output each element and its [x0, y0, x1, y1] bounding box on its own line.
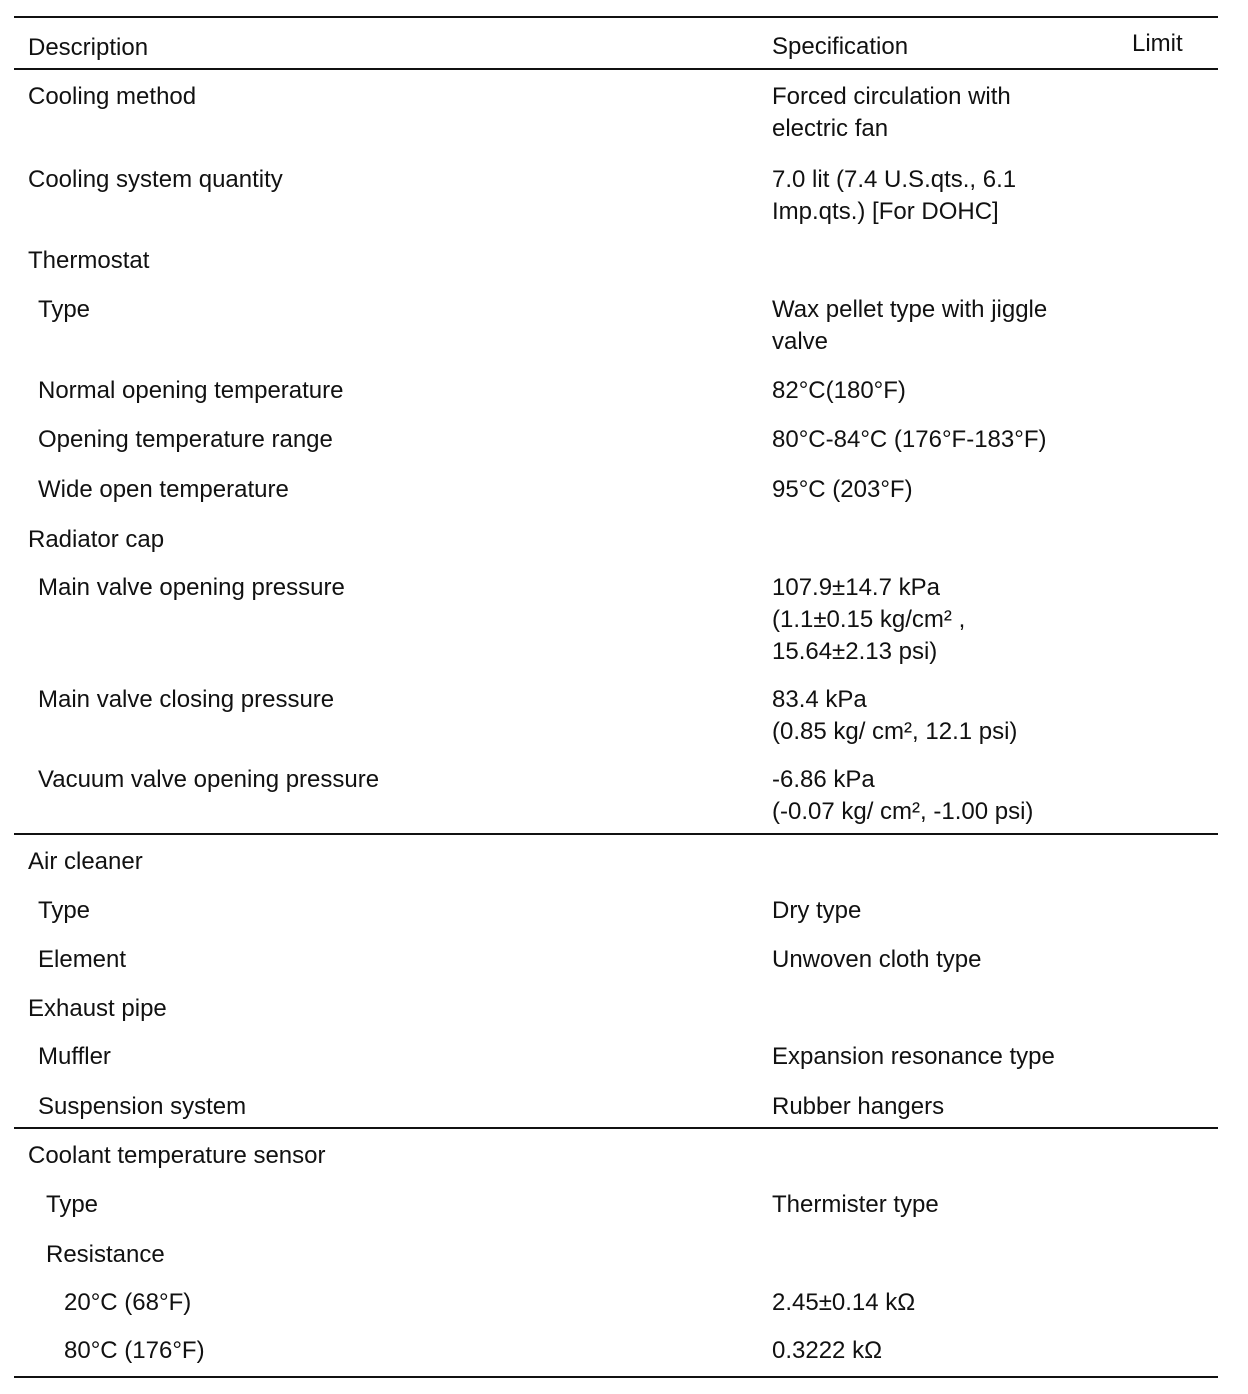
header-description: Description [28, 34, 149, 61]
row-description: Type [38, 897, 91, 924]
row-description: Resistance [46, 1241, 165, 1268]
row-description: 20°C (68°F) [64, 1289, 192, 1316]
row-description: Exhaust pipe [28, 995, 167, 1022]
row-description: Radiator cap [28, 526, 165, 553]
row-description: Vacuum valve opening pressure [38, 766, 380, 793]
row-description: Cooling system quantity [28, 166, 283, 193]
row-specification: Unwoven cloth type [772, 946, 982, 973]
row-specification: Expansion resonance type [772, 1043, 1055, 1070]
row-description: Type [46, 1191, 99, 1218]
row-specification: 95°C (203°F) [772, 476, 913, 503]
cooling-section [14, 70, 1218, 833]
row-description: Air cleaner [28, 848, 143, 875]
row-description: Wide open temperature [38, 476, 289, 503]
row-description: Normal opening temperature [38, 377, 344, 404]
row-description: Thermostat [28, 247, 150, 274]
sensor-section [14, 1127, 1218, 1376]
row-description: Opening temperature range [38, 426, 333, 453]
row-description: Main valve opening pressure [38, 574, 345, 601]
row-specification: Thermister type [772, 1191, 939, 1218]
row-specification: -6.86 kPa (-0.07 kg/ cm², -1.00 psi) [772, 766, 1034, 825]
row-description: Type [38, 296, 91, 323]
header-specification: Specification [772, 33, 909, 60]
row-description: Suspension system [38, 1093, 247, 1120]
row-specification: Forced circulation with electric fan [772, 83, 1011, 142]
row-specification: Wax pellet type with jiggle valve [772, 296, 1048, 355]
row-specification: 80°C-84°C (176°F-183°F) [772, 426, 1047, 453]
row-specification: Dry type [772, 897, 862, 924]
row-specification: 7.0 lit (7.4 U.S.qts., 6.1 Imp.qts.) [For DOHC] [772, 166, 1017, 225]
row-specification: 0.3222 kΩ [772, 1337, 883, 1364]
row-specification: 82°C(180°F) [772, 377, 906, 404]
row-description: Cooling method [28, 83, 197, 110]
row-specification: 2.45±0.14 kΩ [772, 1289, 916, 1316]
spec-table [14, 16, 1218, 1378]
row-specification: 83.4 kPa (0.85 kg/ cm², 12.1 psi) [772, 686, 1018, 745]
row-description: Muffler [38, 1043, 111, 1070]
row-description: Coolant temperature sensor [28, 1142, 326, 1169]
table-header [14, 18, 1218, 70]
row-description: 80°C (176°F) [64, 1337, 205, 1364]
header-limit: Limit [1132, 30, 1183, 57]
row-description: Main valve closing pressure [38, 686, 335, 713]
row-specification: 107.9±14.7 kPa (1.1±0.15 kg/cm² , 15.64±2.13 psi) [772, 574, 966, 665]
intake-exhaust-section [14, 833, 1218, 1127]
row-specification: Rubber hangers [772, 1093, 945, 1120]
row-description: Element [38, 946, 127, 973]
